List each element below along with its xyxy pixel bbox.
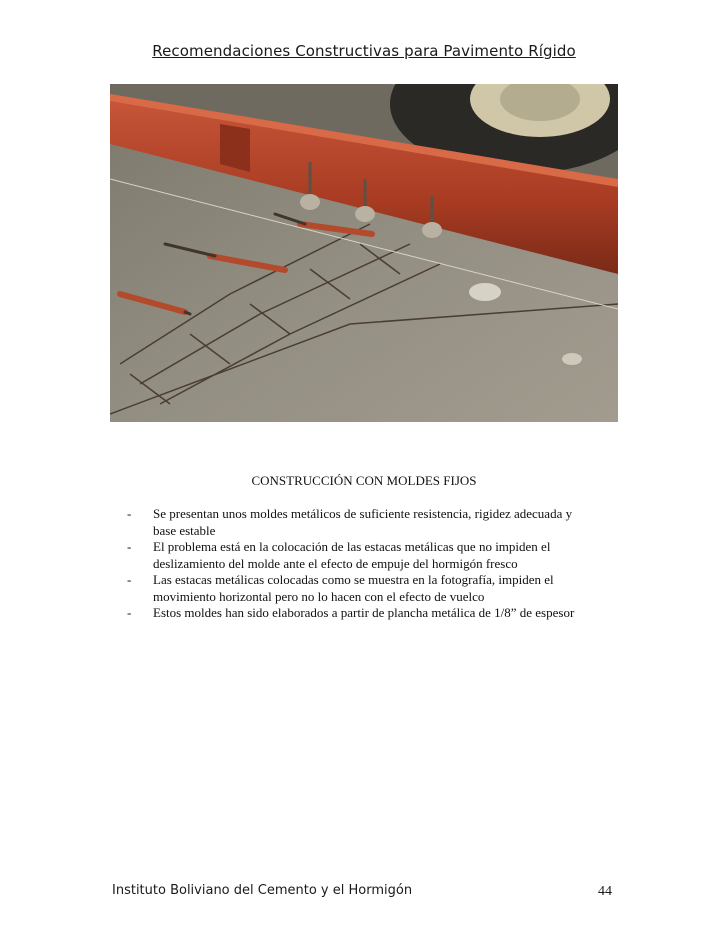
footer-institution: Instituto Boliviano del Cemento y el Hormigón	[112, 883, 413, 898]
page-header-title: Recomendaciones Constructivas para Pavimento Rígido	[152, 42, 576, 60]
list-item-line: base estable	[153, 522, 216, 538]
list-item	[120, 539, 620, 572]
list-item-line: Las estacas metálicas colocadas como se muestra en la fotografía, impiden el	[153, 572, 554, 587]
bullet-marker: -	[127, 539, 132, 554]
construction-photo-drawing	[110, 84, 618, 422]
list-item-line: Se presentan unos moldes metálicos de suficiente resistencia, rigidez adecuada y	[153, 506, 573, 521]
list-item-line: movimiento horizontal pero no lo hacen con el efecto de vuelco	[153, 588, 485, 604]
page-number: 44	[598, 884, 612, 899]
list-item-line: deslizamiento del molde ante el efecto de empuje del hormigón fresco	[153, 555, 518, 571]
list-item	[120, 572, 620, 605]
bullet-marker: -	[127, 572, 132, 587]
figure-caption: CONSTRUCCIÓN CON MOLDES FIJOS	[251, 473, 477, 488]
bullet-marker: -	[127, 605, 132, 620]
form-joint	[220, 124, 250, 172]
list-item-line: El problema está en la colocación de las estacas metálicas que no impiden el	[153, 539, 551, 554]
stone	[562, 353, 582, 365]
list-item	[120, 605, 620, 622]
construction-photo	[110, 84, 618, 422]
stone	[469, 283, 501, 301]
list-item-line: Estos moldes han sido elaborados a partir de plancha metálica de 1/8” de espesor	[153, 605, 575, 620]
list-item	[120, 506, 620, 539]
bullet-list	[120, 506, 620, 622]
bullet-marker: -	[127, 506, 132, 521]
